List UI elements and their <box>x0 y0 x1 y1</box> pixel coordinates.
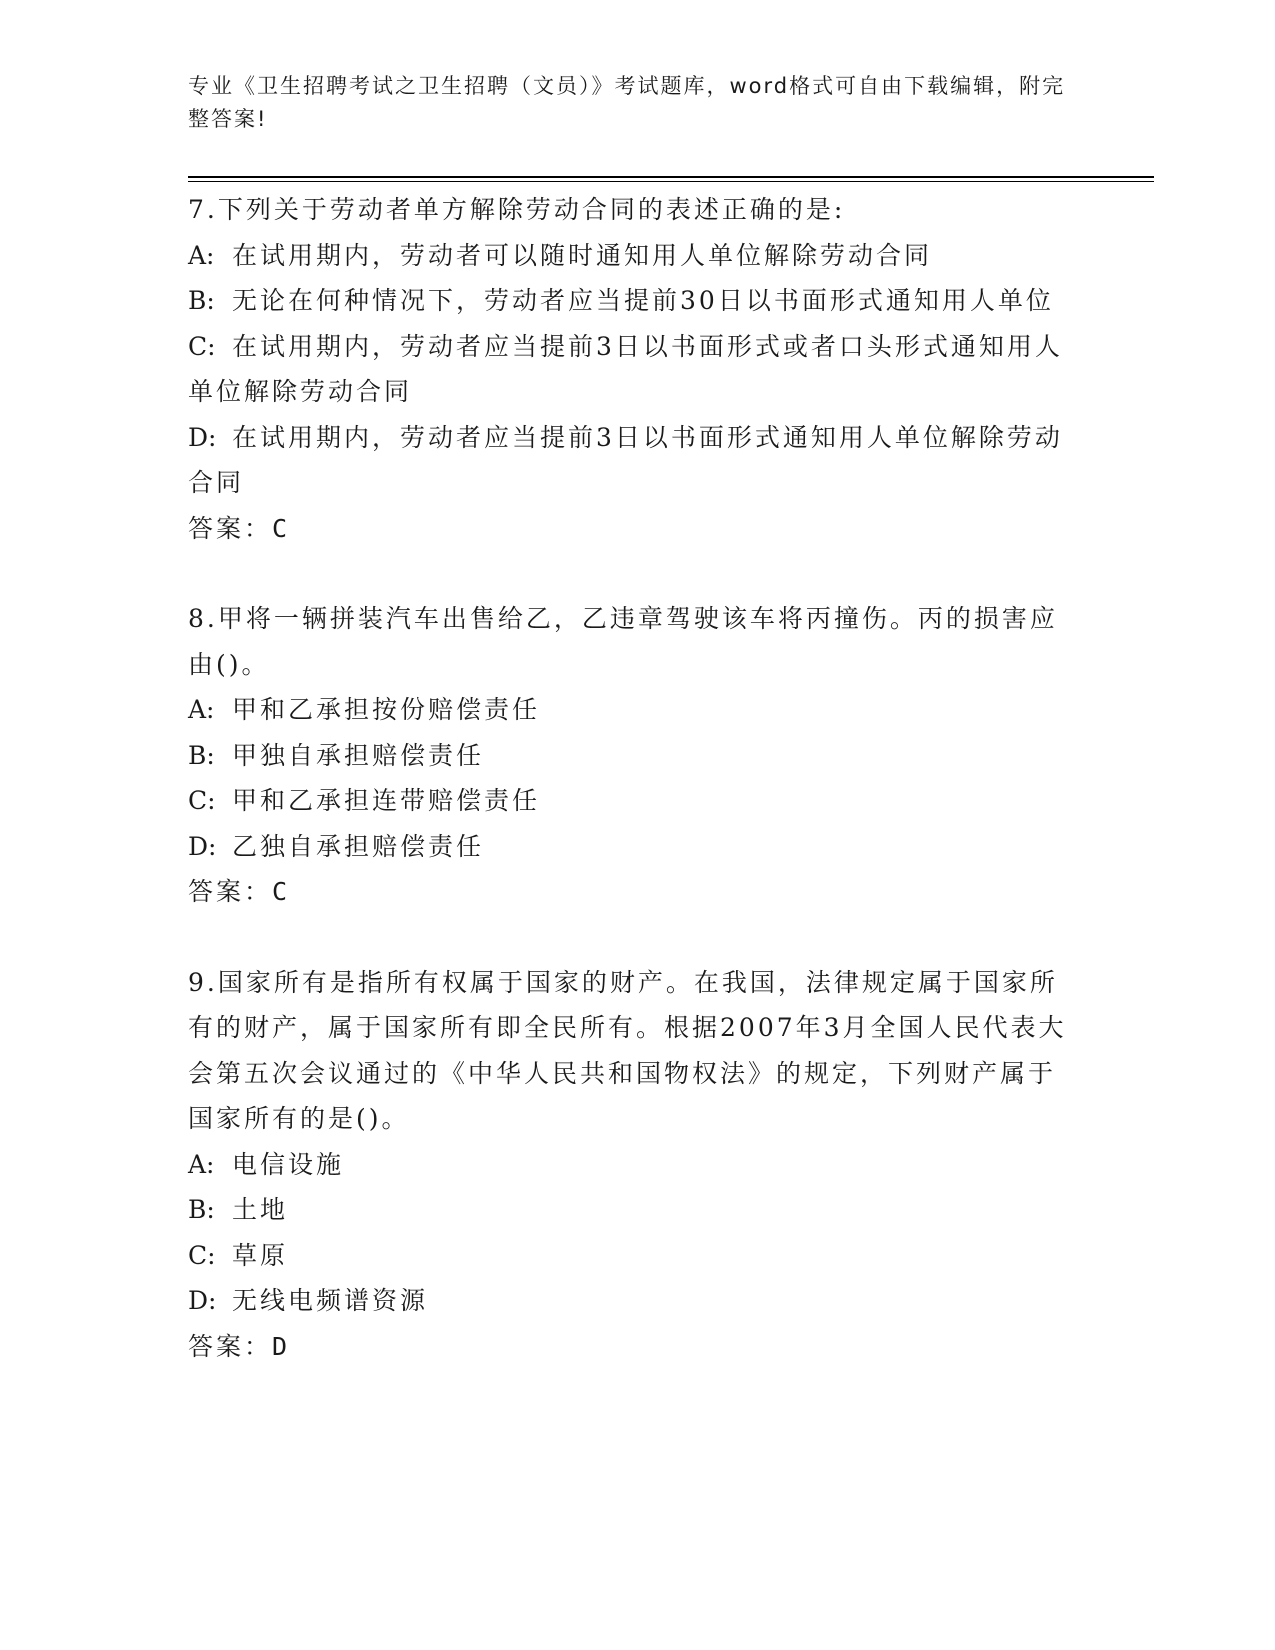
option-text: 无线电频谱资源 <box>232 1286 429 1315</box>
answer-value: C <box>272 513 291 543</box>
question-stem: 8.甲将一辆拼装汽车出售给乙，乙违章驾驶该车将丙撞伤。丙的损害应由()。 <box>188 604 1058 679</box>
option-text: 甲和乙承担连带赔偿责任 <box>232 786 541 815</box>
option-text: 乙独自承担赔偿责任 <box>232 831 485 861</box>
option-b <box>188 1187 1078 1233</box>
option-key: D: <box>188 422 217 452</box>
option-a <box>188 233 1078 279</box>
answer-value: D <box>272 1331 291 1361</box>
option-a <box>188 687 1078 733</box>
option-key: D: <box>188 1286 217 1315</box>
option-key: B: <box>188 1195 215 1224</box>
option-key: B: <box>188 286 215 315</box>
document-header: 专业《卫生招聘考试之卫生招聘（文员）》考试题库，word格式可自由下载编辑，附完整答案! <box>188 74 1066 131</box>
option-key: A: <box>188 240 215 270</box>
option-text: 无论在何种情况下，劳动者应当提前30日以书面形式通知用人单位 <box>232 286 1054 315</box>
answer-line <box>188 869 1078 915</box>
answer-value: C <box>272 877 291 906</box>
option-key: A: <box>188 1149 215 1179</box>
option-text: 在试用期内，劳动者应当提前3日以书面形式通知用人单位解除劳动合同 <box>188 422 1063 497</box>
option-b <box>188 733 1078 779</box>
header-divider-thick <box>188 176 1154 178</box>
option-key: C: <box>188 331 216 361</box>
option-text: 甲和乙承担按份赔偿责任 <box>232 695 541 724</box>
option-text: 甲独自承担赔偿责任 <box>232 740 485 770</box>
option-text: 电信设施 <box>232 1149 345 1179</box>
answer-line <box>188 1324 1078 1370</box>
question-9 <box>188 960 1078 1370</box>
answer-label: 答案： <box>188 513 273 543</box>
option-key: C: <box>188 1240 216 1270</box>
option-d <box>188 415 1078 506</box>
question-stem: 7.下列关于劳动者单方解除劳动合同的表述正确的是: <box>188 195 846 224</box>
option-key: D: <box>188 831 217 861</box>
option-text: 土地 <box>232 1195 289 1224</box>
answer-label: 答案： <box>188 877 273 906</box>
option-b <box>188 278 1078 324</box>
option-text: 草原 <box>232 1240 289 1270</box>
option-d <box>188 824 1078 870</box>
answer-label: 答案： <box>188 1331 273 1361</box>
header-divider-thin <box>188 181 1154 182</box>
answer-line <box>188 506 1078 552</box>
option-key: A: <box>188 695 215 724</box>
option-c <box>188 324 1078 415</box>
option-a <box>188 1142 1078 1188</box>
option-c <box>188 1233 1078 1279</box>
question-list <box>188 187 1078 1369</box>
option-key: B: <box>188 740 215 770</box>
option-text: 在试用期内，劳动者应当提前3日以书面形式或者口头形式通知用人单位解除劳动合同 <box>188 331 1063 406</box>
option-c <box>188 778 1078 824</box>
option-d <box>188 1278 1078 1324</box>
option-text: 在试用期内，劳动者可以随时通知用人单位解除劳动合同 <box>232 240 933 270</box>
question-7 <box>188 187 1078 551</box>
question-8 <box>188 596 1078 915</box>
question-stem: 9.国家所有是指所有权属于国家的财产。在我国，法律规定属于国家所有的财产，属于国家所有即全民所有。根据2007年3月全国人民代表大会第五次会议通过的《中华人民共和国物权法》的规定，下列财产属于国家所有的是()。 <box>188 967 1067 1133</box>
option-key: C: <box>188 786 216 815</box>
